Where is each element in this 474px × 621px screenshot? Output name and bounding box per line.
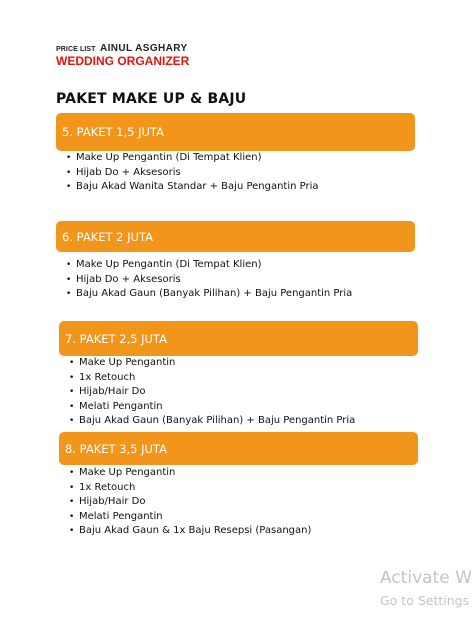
list-item: • Make Up Pengantin (Di Tempat Klien)	[66, 152, 262, 163]
list-item: • Melati Pengantin	[69, 400, 163, 412]
section-title: PAKET MAKE UP & BAJU	[56, 91, 247, 107]
package-6-header	[56, 221, 415, 252]
package-7-list	[69, 356, 355, 429]
list-item: • Baju Akad Wanita Standar + Baju Pengantin Pria	[66, 181, 319, 192]
package-6-title: 6. PAKET 2 JUTA	[62, 229, 153, 244]
list-item: • Baju Akad Gaun (Banyak Pilihan) + Baju Pengantin Pria	[66, 288, 353, 299]
list-item: • Hijab Do + Aksesoris	[66, 273, 181, 285]
list-item: • Hijab/Hair Do	[69, 496, 146, 507]
price-list-label: PRICE LIST	[56, 46, 96, 53]
list-item: • Hijab/Hair Do	[69, 386, 146, 397]
list-item: • Make Up Pengantin	[69, 357, 176, 368]
package-8-list	[69, 466, 311, 539]
activate-watermark-subtitle: Go to Settings	[380, 593, 470, 608]
list-item: • Baju Akad Gaun (Banyak Pilihan) + Baju Pengantin Pria	[69, 415, 356, 426]
list-item: • 1x Retouch	[69, 481, 136, 493]
package-7-header	[59, 321, 418, 356]
organizer-subtitle: WEDDING ORGANIZER	[56, 54, 190, 68]
list-item: • 1x Retouch	[69, 371, 136, 383]
list-item: • Make Up Pengantin	[69, 467, 176, 478]
package-5-list	[66, 151, 319, 195]
package-5-title: 5. PAKET 1,5 JUTA	[62, 125, 164, 139]
list-item: • Baju Akad Gaun & 1x Baju Resepsi (Pasangan)	[69, 525, 312, 536]
package-6-list	[66, 258, 352, 302]
package-8-header	[59, 432, 418, 465]
list-item: • Hijab Do + Aksesoris	[66, 166, 181, 178]
list-item: • Make Up Pengantin (Di Tempat Klien)	[66, 259, 262, 270]
package-8-title: 8. PAKET 3,5 JUTA	[65, 441, 167, 456]
package-5-header	[56, 113, 415, 151]
organizer-name: AINUL ASGHARY	[99, 43, 188, 54]
activate-watermark-title: Activate W	[380, 568, 472, 588]
list-item: • Melati Pengantin	[69, 510, 163, 522]
package-7-title: 7. PAKET 2,5 JUTA	[65, 331, 167, 346]
